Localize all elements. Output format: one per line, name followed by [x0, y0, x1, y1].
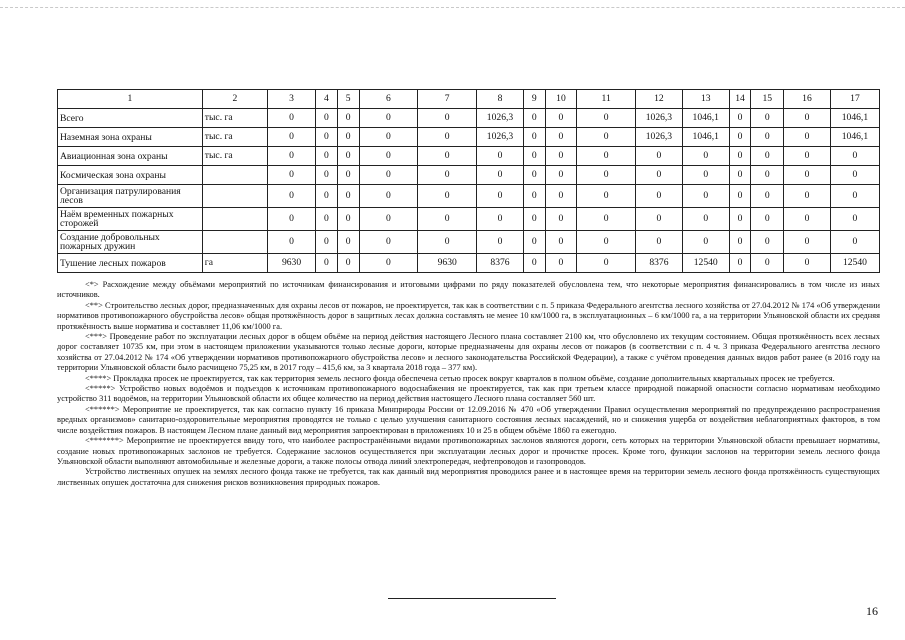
- data-cell: 0: [337, 208, 359, 231]
- data-cell: 0: [477, 231, 524, 254]
- data-cell: 0: [636, 231, 683, 254]
- data-cell: 0: [268, 231, 316, 254]
- data-cell: 0: [729, 109, 751, 128]
- row-unit: тыс. га: [202, 109, 267, 128]
- data-cell: 0: [751, 254, 784, 273]
- data-cell: 0: [359, 185, 418, 208]
- table-row: [58, 185, 880, 208]
- data-cell: 0: [577, 231, 636, 254]
- header-cell: 7: [418, 90, 477, 109]
- data-cell: 8376: [477, 254, 524, 273]
- table-header-row: [58, 90, 880, 109]
- data-cell: 0: [682, 208, 729, 231]
- footnote-paragraph: <***> Проведение работ по эксплуатации лесных дорог в общем объёме на период действия настоящего Лесного плана составляет 2100 км, что обусловлено их текущим состоянием. Общая протяжённость всех лесных дорог составляет 10735 км, при этом в настоящем приложении указываются только лесные дороги, которые предназначены для охраны лесов от пожаров (в соответствии с п. 4 ч. 3 приказа Федерального агентства лесного хозяйства от 27.04.2012 № 174 «Об утверждении нормативов противопожарного обустройства лесов» и лесного законодательства Российской Федерации), а также с учётом проведения данных видов работ ранее (в 2016 году на территории Ульяновской области было расчищено 75,25 км, в 2017 году – 415,6 км, за 3 квартала 2018 года – 377 км).: [57, 332, 880, 373]
- header-cell: 1: [58, 90, 203, 109]
- table-row: [58, 147, 880, 166]
- data-cell: 0: [784, 208, 831, 231]
- data-cell: 0: [577, 147, 636, 166]
- data-cell: 0: [316, 254, 338, 273]
- data-cell: 9630: [268, 254, 316, 273]
- footnote-paragraph: <*******> Мероприятие не проектируется ввиду того, что наиболее распространёнными видами противопожарных заслонов являются дороги, сеть которых на территории Ульяновской области превышает нормативы, создание новых противопожарных заслонов не требуется. Содержание заслонов осуществляется при эксплуатации лесных дорог и прочистке просек. Кроме того, функции заслонов на территории земель лесного фонда Ульяновской области выполняют автомобильные и железные дороги, а также полосы отвода линий электропередач, нефтепроводов и газопроводов.: [57, 436, 880, 466]
- data-cell: 0: [359, 208, 418, 231]
- row-label: Организация патрулирования лесов: [58, 185, 203, 208]
- row-unit: [202, 166, 267, 185]
- header-cell: 4: [316, 90, 338, 109]
- data-cell: 0: [729, 147, 751, 166]
- footnote-paragraph: <*> Расхождение между объёмами мероприятий по источникам финансирования и итоговыми цифрами по ряду показателей обусловлена тем, что некоторые мероприятия финансировались в том числе из иных источников.: [57, 280, 880, 300]
- row-label: Наземная зона охраны: [58, 128, 203, 147]
- data-cell: 0: [418, 185, 477, 208]
- data-cell: 0: [729, 231, 751, 254]
- data-cell: 0: [545, 254, 577, 273]
- data-cell: 0: [268, 185, 316, 208]
- scan-top-border: [0, 7, 905, 8]
- data-cell: 0: [523, 166, 545, 185]
- data-cell: 0: [523, 254, 545, 273]
- row-label: Наём временных пожарных сторожей: [58, 208, 203, 231]
- data-cell: 0: [477, 147, 524, 166]
- data-cell: 0: [523, 147, 545, 166]
- row-unit: тыс. га: [202, 147, 267, 166]
- row-label: Создание добровольных пожарных дружин: [58, 231, 203, 254]
- data-cell: 1026,3: [477, 109, 524, 128]
- data-cell: 0: [316, 185, 338, 208]
- fire-protection-table: [57, 89, 880, 273]
- data-cell: 0: [830, 166, 879, 185]
- data-cell: 1046,1: [830, 109, 879, 128]
- data-cell: 0: [682, 147, 729, 166]
- data-cell: 0: [316, 147, 338, 166]
- header-cell: 2: [202, 90, 267, 109]
- header-cell: 9: [523, 90, 545, 109]
- data-cell: 1026,3: [636, 109, 683, 128]
- data-cell: 0: [830, 147, 879, 166]
- data-cell: 0: [751, 231, 784, 254]
- data-cell: 0: [577, 166, 636, 185]
- data-cell: 0: [337, 166, 359, 185]
- footnote-paragraph: Устройство лиственных опушек на землях лесного фонда также не требуется, так как данный вид мероприятия проводился ранее и в настоящее время на территории земель лесного фонда протяжённость существующих лиственных опушек достаточна для снижения рисков возникновения природных пожаров.: [57, 467, 880, 487]
- data-cell: 0: [751, 147, 784, 166]
- data-cell: 0: [418, 231, 477, 254]
- data-cell: 0: [784, 128, 831, 147]
- header-cell: 5: [337, 90, 359, 109]
- data-cell: 0: [577, 128, 636, 147]
- data-cell: 0: [477, 166, 524, 185]
- data-cell: 0: [316, 166, 338, 185]
- data-cell: 0: [359, 128, 418, 147]
- data-cell: 0: [545, 166, 577, 185]
- row-label: Космическая зона охраны: [58, 166, 203, 185]
- data-cell: 0: [418, 147, 477, 166]
- data-cell: 0: [359, 109, 418, 128]
- data-cell: 0: [577, 254, 636, 273]
- data-cell: 0: [337, 231, 359, 254]
- data-cell: 1026,3: [636, 128, 683, 147]
- data-cell: 0: [545, 128, 577, 147]
- header-cell: 11: [577, 90, 636, 109]
- data-cell: 0: [523, 231, 545, 254]
- data-cell: 0: [523, 128, 545, 147]
- data-cell: 0: [418, 109, 477, 128]
- data-cell: 0: [784, 185, 831, 208]
- footnote-paragraph: <****> Прокладка просек не проектируется, так как территория земель лесного фонда обеспечена сетью просек вокруг кварталов в полном объёме, создание дополнительных квартальных просек не требуется.: [85, 373, 835, 383]
- data-cell: 0: [418, 208, 477, 231]
- data-cell: 0: [729, 208, 751, 231]
- row-unit: [202, 208, 267, 231]
- data-cell: 0: [784, 231, 831, 254]
- data-cell: 0: [418, 128, 477, 147]
- data-cell: 0: [830, 208, 879, 231]
- header-cell: 6: [359, 90, 418, 109]
- table-row: [58, 109, 880, 128]
- row-label: Тушение лесных пожаров: [58, 254, 203, 273]
- data-cell: 0: [337, 109, 359, 128]
- header-cell: 15: [751, 90, 784, 109]
- data-cell: 0: [577, 109, 636, 128]
- data-cell: 0: [636, 208, 683, 231]
- data-cell: 0: [682, 185, 729, 208]
- row-label: Авиационная зона охраны: [58, 147, 203, 166]
- data-cell: 0: [682, 231, 729, 254]
- header-cell: 12: [636, 90, 683, 109]
- data-cell: 0: [784, 254, 831, 273]
- footer-divider: [388, 598, 556, 599]
- row-unit: [202, 185, 267, 208]
- data-cell: 1046,1: [830, 128, 879, 147]
- data-cell: 0: [359, 147, 418, 166]
- row-unit: [202, 231, 267, 254]
- data-cell: 12540: [830, 254, 879, 273]
- data-cell: 0: [316, 128, 338, 147]
- data-cell: 12540: [682, 254, 729, 273]
- data-cell: 0: [545, 147, 577, 166]
- data-cell: 0: [268, 166, 316, 185]
- data-cell: 0: [784, 147, 831, 166]
- data-cell: 0: [751, 128, 784, 147]
- data-cell: 0: [337, 128, 359, 147]
- header-cell: 16: [784, 90, 831, 109]
- table-row: [58, 231, 880, 254]
- data-cell: 0: [729, 128, 751, 147]
- data-cell: 0: [729, 254, 751, 273]
- data-cell: 0: [729, 166, 751, 185]
- row-label: Всего: [58, 109, 203, 128]
- data-cell: 0: [359, 166, 418, 185]
- data-cell: 0: [545, 208, 577, 231]
- footnotes: [57, 280, 880, 488]
- data-cell: 0: [784, 166, 831, 185]
- data-cell: 9630: [418, 254, 477, 273]
- data-cell: 0: [359, 254, 418, 273]
- data-cell: 0: [316, 109, 338, 128]
- data-cell: 0: [337, 147, 359, 166]
- data-cell: 0: [830, 185, 879, 208]
- data-cell: 0: [316, 231, 338, 254]
- data-cell: 0: [751, 185, 784, 208]
- data-cell: 0: [729, 185, 751, 208]
- data-cell: 0: [751, 166, 784, 185]
- data-cell: 0: [359, 231, 418, 254]
- data-cell: 0: [523, 208, 545, 231]
- data-cell: 0: [830, 231, 879, 254]
- header-cell: 14: [729, 90, 751, 109]
- data-cell: 0: [268, 147, 316, 166]
- table-row: [58, 128, 880, 147]
- header-cell: 3: [268, 90, 316, 109]
- page-number: 16: [866, 604, 878, 618]
- row-unit: га: [202, 254, 267, 273]
- table-container: [57, 89, 880, 273]
- data-cell: 0: [337, 254, 359, 273]
- data-cell: 0: [545, 231, 577, 254]
- data-cell: 0: [477, 185, 524, 208]
- header-cell: 13: [682, 90, 729, 109]
- data-cell: 8376: [636, 254, 683, 273]
- data-cell: 0: [268, 208, 316, 231]
- data-cell: 1026,3: [477, 128, 524, 147]
- data-cell: 0: [545, 109, 577, 128]
- footnote-paragraph: <**> Строительство лесных дорог, предназначенных для охраны лесов от пожаров, не проектируется, так как в соответствии с п. 5 приказа Федерального агентства лесного хозяйства от 27.04.2012 № 174 «Об утверждении нормативов противопожарного обустройства лесов» общая протяжённость дорог в защитных лесах должна составлять не менее 10 км/1000 га, в эксплуатационных – 6 км/1000 га, а на территории Ульяновской области их средняя протяжённость выше норматива и составляет 11,06 км/1000 га.: [57, 300, 880, 331]
- header-cell: 8: [477, 90, 524, 109]
- data-cell: 0: [337, 185, 359, 208]
- data-cell: 0: [751, 109, 784, 128]
- data-cell: 0: [268, 109, 316, 128]
- data-cell: 0: [784, 109, 831, 128]
- row-unit: тыс. га: [202, 128, 267, 147]
- data-cell: 0: [545, 185, 577, 208]
- header-cell: 17: [830, 90, 879, 109]
- table-row: [58, 166, 880, 185]
- data-cell: 0: [316, 208, 338, 231]
- data-cell: 0: [636, 147, 683, 166]
- data-cell: 0: [523, 109, 545, 128]
- data-cell: 0: [636, 185, 683, 208]
- footnote-paragraph: <******> Мероприятие не проектируется, так как согласно пункту 16 приказа Минприроды России от 12.09.2016 № 470 «Об утверждении Правил осуществления мероприятий по предупреждению распространения вредных организмов» санитарно-оздоровительные мероприятия проводятся не только с целью улучшения санитарного состояния лесных насаждений, но и снижения ущерба от воздействия неблагоприятных факторов, в том числе воздействия пожаров. В настоящем Лесном плане данный вид мероприятия запроектирован в приложениях 10 и 25 в общем объёме 1860 га ежегодно.: [57, 404, 880, 435]
- data-cell: 0: [523, 185, 545, 208]
- table-row: [58, 208, 880, 231]
- data-cell: 0: [268, 128, 316, 147]
- data-cell: 0: [682, 166, 729, 185]
- footnote-paragraph: <*****> Устройство новых водоёмов и подъездов к источникам противопожарного водоснабжения не проектируется, так как при третьем классе природной пожарной опасности согласно нормативам необходимо устройство 311 водоёмов, на территории Ульяновской области их общее количество на период действия настоящего Лесного плана составляет 560 шт.: [57, 384, 880, 404]
- data-cell: 1046,1: [682, 109, 729, 128]
- data-cell: 0: [577, 185, 636, 208]
- data-cell: 1046,1: [682, 128, 729, 147]
- data-cell: 0: [636, 166, 683, 185]
- header-cell: 10: [545, 90, 577, 109]
- table-row: [58, 254, 880, 273]
- data-cell: 0: [477, 208, 524, 231]
- table-body: [58, 109, 880, 273]
- data-cell: 0: [577, 208, 636, 231]
- data-cell: 0: [751, 208, 784, 231]
- data-cell: 0: [418, 166, 477, 185]
